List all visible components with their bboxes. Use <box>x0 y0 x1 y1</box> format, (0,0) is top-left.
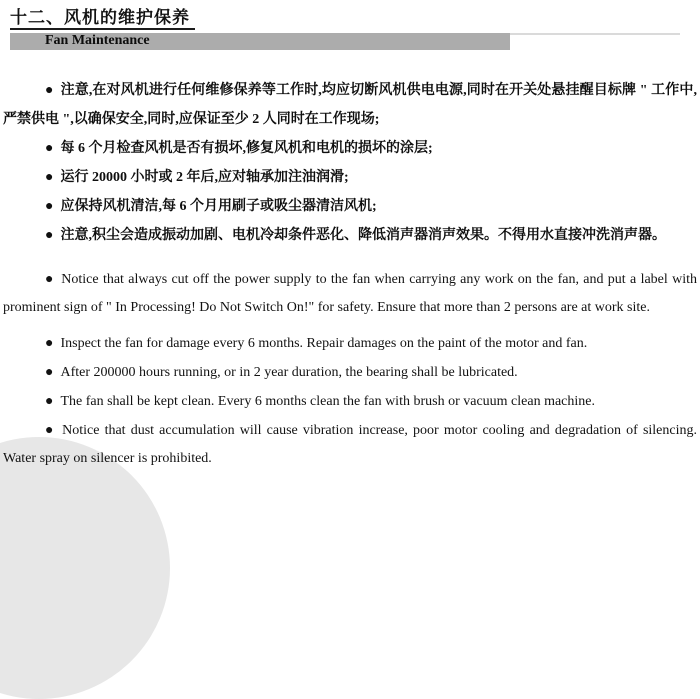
section-header-row <box>0 33 700 50</box>
bullet-icon: ● <box>45 228 54 243</box>
bullet-icon: ● <box>45 394 54 409</box>
document-body <box>0 76 700 473</box>
cn-list-item <box>3 163 697 192</box>
cn-list-item <box>3 134 697 163</box>
corner-decoration-shape <box>0 437 170 699</box>
cn-item-text: 注意,积尘会造成振动加剧、电机冷却条件恶化、降低消声器消声效果。不得用水直接冲洗消声器。 <box>60 228 666 243</box>
manual-page <box>0 8 700 518</box>
bullet-icon: ● <box>45 83 54 98</box>
bullet-icon: ● <box>45 336 54 351</box>
en-notice-paragraph <box>3 266 697 322</box>
cn-notice-text: 注意,在对风机进行任何维修保养等工作时,均应切断风机供电电源,同时在开关处悬挂醒目标牌 " 工作中,严禁供电 ",以确保安全,同时,应保证至少 2 人同时在工作现场; <box>3 83 697 127</box>
en-item-text: Notice that dust accumulation will cause vibration increase, poor motor cooling and degradation of silencing. Water spray on silencer is prohibited. <box>3 423 697 466</box>
page-title-chinese: 十二、风机的维护保养 <box>10 8 195 30</box>
section-header-tail-line <box>510 33 680 35</box>
cn-notice-paragraph <box>3 76 697 134</box>
cn-list-item <box>3 192 697 221</box>
section-header-bar <box>10 33 510 50</box>
en-list-item <box>3 359 697 387</box>
bullet-icon: ● <box>45 365 54 380</box>
title-row <box>10 8 700 30</box>
bullet-icon: ● <box>45 170 54 185</box>
bullet-icon: ● <box>45 141 54 156</box>
bullet-icon: ● <box>45 272 55 287</box>
en-item-text: The fan shall be kept clean. Every 6 months clean the fan with brush or vacuum clean machine. <box>60 394 595 409</box>
en-list-item <box>3 330 697 358</box>
en-list-item <box>3 388 697 416</box>
bullet-icon: ● <box>45 199 54 214</box>
en-item-text: After 200000 hours running, or in 2 year duration, the bearing shall be lubricated. <box>60 365 518 380</box>
bullet-icon: ● <box>45 423 56 438</box>
cn-item-text: 运行 20000 小时或 2 年后,应对轴承加注油润滑; <box>60 170 349 185</box>
section-header-label: Fan Maintenance <box>45 33 150 48</box>
cn-list-item <box>3 221 697 250</box>
en-notice-text: Notice that always cut off the power supply to the fan when carrying any work on the fan, and put a label with prominent sign of " In Processing! Do Not Switch On!" for safety. Ensure that more than 2 persons are at work site. <box>3 272 697 315</box>
cn-item-text: 每 6 个月检查风机是否有损坏,修复风机和电机的损坏的涂层; <box>60 141 433 156</box>
en-item-text: Inspect the fan for damage every 6 months. Repair damages on the paint of the motor and fan. <box>60 336 588 351</box>
cn-item-text: 应保持风机清洁,每 6 个月用刷子或吸尘器清洁风机; <box>60 199 377 214</box>
en-list-item <box>3 417 697 473</box>
